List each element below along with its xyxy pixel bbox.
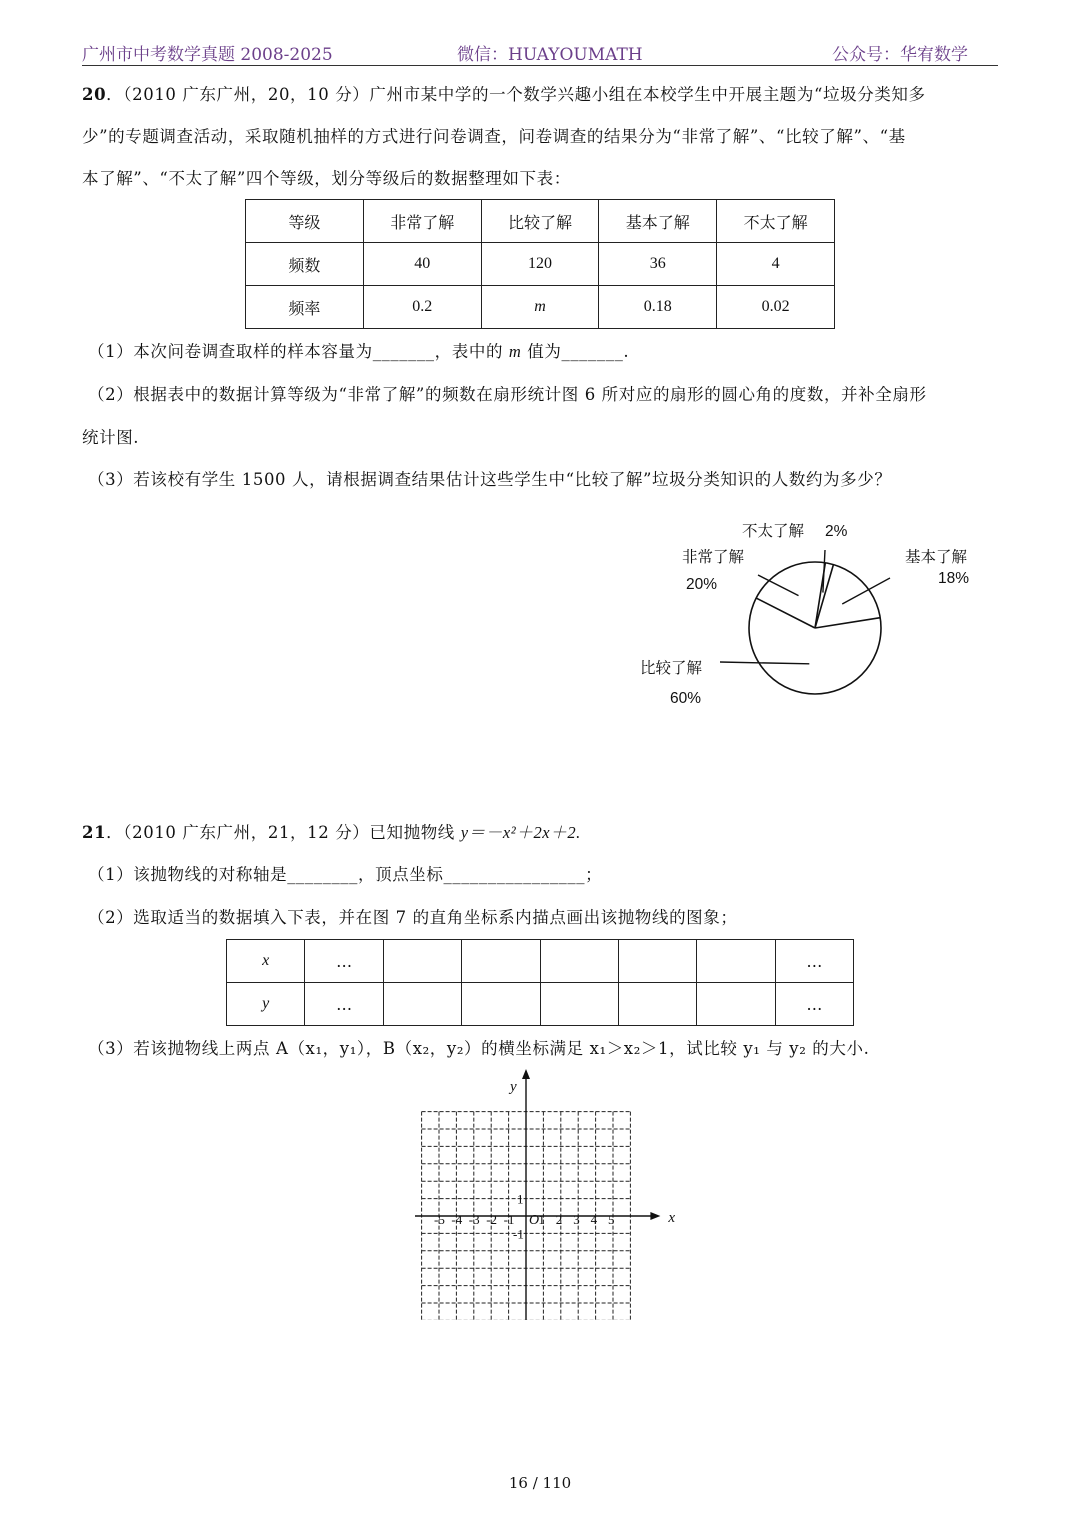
coordinate-grid	[405, 1065, 675, 1320]
table-cell	[383, 983, 461, 1026]
table-row	[246, 200, 835, 243]
q20-line3: 本了解”、“不太了解”四个等级，划分等级后的数据整理如下表：	[82, 169, 571, 188]
x-tick-label: -5	[434, 1212, 445, 1227]
header-center: 微信：HUAYOUMATH	[457, 45, 643, 65]
x-tick-label: 5	[608, 1212, 615, 1227]
table-row	[227, 983, 854, 1026]
table-cell	[618, 983, 696, 1026]
page-number: 16 / 110	[508, 1474, 572, 1492]
q20-line1: 20．（2010 广东广州，20，10 分）广州市某中学的一个数学兴趣小组在本校学生中开展主题为“垃圾分类知多	[82, 85, 926, 104]
table-cell	[540, 983, 618, 1026]
q21-part2: （2）选取适当的数据填入下表，并在图 7 的直角坐标系内描点画出该抛物线的图象；	[88, 908, 738, 927]
q21-intro: 21．（2010 广东广州，21，12 分）已知抛物线 y＝－x²＋2x＋2.	[82, 823, 581, 842]
pie-chart	[620, 510, 1000, 720]
table-cell: 非常了解	[363, 200, 481, 243]
y-tick-label: 1	[517, 1191, 524, 1207]
x-tick-label: -3	[468, 1212, 480, 1227]
q21-number: 21	[82, 823, 107, 842]
table-cell: 0.2	[363, 286, 481, 329]
table-cell: 120	[481, 243, 599, 286]
pie-percent-18%: 18%	[938, 570, 970, 587]
table-cell	[462, 940, 540, 983]
q20-line2: 少”的专题调查活动，采取随机抽样的方式进行问卷调查，问卷调查的结果分为“非常了解”、“比较了解”、“基	[82, 127, 906, 146]
header-left: 广州市中考数学真题 2008-2025	[82, 45, 333, 65]
x-axis-arrow	[650, 1212, 660, 1220]
header-right: 公众号：华宥数学	[832, 45, 968, 65]
table-cell: 0.02	[717, 286, 835, 329]
pie-percent-2%: 2%	[825, 523, 848, 540]
y-axis-label: y	[510, 1079, 517, 1095]
q20-part2-line2: 统计图.	[82, 428, 140, 447]
table-cell	[383, 940, 461, 983]
q20-part1: （1）本次问卷调查取样的样本容量为_______，表中的 m 值为_______.	[88, 342, 630, 361]
origin-label: O	[529, 1213, 540, 1228]
q21-equation: y＝－x²＋2x＋2.	[460, 823, 581, 842]
table-cell: 等级	[246, 200, 364, 243]
q20-number: 20	[82, 85, 107, 104]
table-cell: 基本了解	[599, 200, 717, 243]
table-cell	[697, 983, 775, 1026]
pie-label-非常了解: 非常了解	[682, 549, 745, 566]
x-tick-label: 4	[590, 1212, 598, 1227]
table-cell	[697, 940, 775, 983]
x-tick-label: -1	[503, 1212, 515, 1227]
pie-percent-20%: 20%	[686, 576, 718, 593]
table-cell	[540, 940, 618, 983]
q21-part1: （1）该抛物线的对称轴是________，顶点坐标________________；	[88, 865, 603, 884]
pie-label-基本了解: 基本了解	[905, 549, 968, 566]
table-cell: 不太了解	[717, 200, 835, 243]
pie-percent-60%: 60%	[670, 690, 702, 707]
table-cell: …	[305, 983, 383, 1026]
table-cell: 0.18	[599, 286, 717, 329]
table-cell: 4	[717, 243, 835, 286]
table-cell: 36	[599, 243, 717, 286]
table-cell	[462, 983, 540, 1026]
x-tick-label: -4	[451, 1212, 463, 1227]
table-cell: 比较了解	[481, 200, 599, 243]
q20-part2-line1: （2）根据表中的数据计算等级为“非常了解”的频数在扇形统计图 6 所对应的扇形的圆心角的度数，并补全扇形	[88, 385, 927, 404]
y-axis-arrow	[522, 1069, 530, 1079]
y-tick-label: -1	[513, 1226, 524, 1242]
table-cell: 频率	[246, 286, 364, 329]
table-cell: m	[481, 286, 599, 329]
header-divider	[82, 65, 998, 66]
q21-value-table	[226, 939, 854, 1026]
table-cell: x	[227, 940, 305, 983]
pie-label-不太了解: 不太了解	[742, 523, 805, 540]
table-cell: y	[227, 983, 305, 1026]
x-axis-label: x	[668, 1210, 675, 1226]
q20-part3: （3）若该校有学生 1500 人，请根据调查结果估计这些学生中“比较了解”垃圾分类知识的人数约为多少？	[88, 470, 892, 489]
x-tick-label: 3	[573, 1212, 580, 1227]
q20-frequency-table	[245, 199, 835, 329]
table-cell: …	[305, 940, 383, 983]
table-cell: 频数	[246, 243, 364, 286]
pie-label-比较了解: 比较了解	[640, 660, 703, 677]
x-tick-label: -2	[486, 1212, 498, 1227]
table-cell: 40	[363, 243, 481, 286]
table-cell: …	[775, 983, 853, 1026]
table-row	[227, 940, 854, 983]
table-row	[246, 286, 835, 329]
x-tick-label: 2	[555, 1212, 563, 1227]
table-cell	[618, 940, 696, 983]
table-row	[246, 243, 835, 286]
q21-part3: （3）若该抛物线上两点 A（x₁，y₁），B（x₂，y₂）的横坐标满足 x₁＞x₂＞1，试比较 y₁ 与 y₂ 的大小.	[88, 1039, 870, 1058]
table-cell: …	[775, 940, 853, 983]
x-tick-label: 1	[538, 1212, 545, 1227]
